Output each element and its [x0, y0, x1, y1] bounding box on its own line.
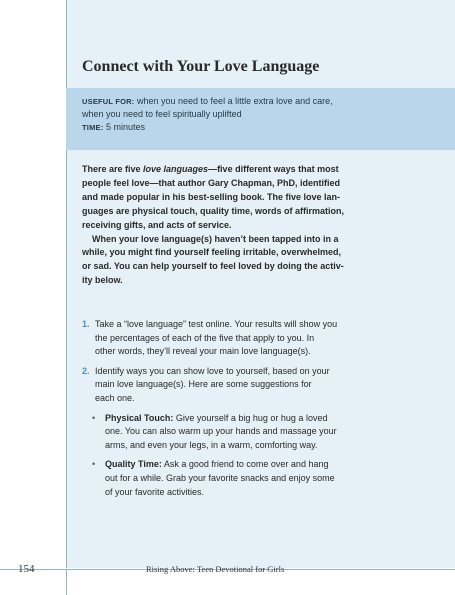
bullet-text: of your favorite activities.	[105, 486, 205, 497]
step-text: Take a “love language” test online. Your results will show you	[95, 319, 338, 329]
intro-line: guages are physical touch, quality time, words of affirmation,	[82, 205, 345, 216]
step-text: the percentages of each of the five that apply to you. In	[95, 332, 315, 343]
intro-line: ity below.	[82, 275, 123, 286]
useful-for-line-1	[82, 95, 333, 108]
useful-for-line-2: when you need to feel spiritually uplifted	[82, 109, 242, 119]
steps-list	[82, 318, 447, 499]
step-text: other words, they’ll reveal your main love language(s).	[95, 346, 311, 357]
useful-for-label: USEFUL FOR:	[82, 97, 135, 106]
bullet-text: one. You can also warm up your hands and massage your	[105, 426, 337, 437]
step-text: main love language(s). Here are some suggestions for	[95, 379, 312, 390]
intro-line: When your love language(s) haven’t been tapped into in a	[92, 233, 339, 244]
page-title: Connect with Your Love Language	[82, 58, 320, 75]
intro-text: —five different ways that most	[208, 164, 339, 174]
intro-line: people feel love—that author Gary Chapman, PhD, identified	[82, 177, 341, 188]
intro-line	[82, 163, 442, 177]
running-footer-title: Rising Above: Teen Devotional for Girls	[146, 564, 285, 574]
list-item	[92, 412, 447, 453]
page-number: 154	[18, 563, 35, 575]
bullet-lead: Physical Touch:	[105, 412, 174, 423]
bullet-lead: Quality Time:	[105, 459, 162, 470]
useful-for-text-1: when you need to feel a little extra love and care,	[137, 96, 333, 106]
time-label: TIME:	[82, 123, 104, 132]
time-line	[82, 121, 145, 134]
love-languages-emphasis: love languages	[143, 164, 209, 174]
step-number: 2.	[82, 365, 90, 376]
footer-divider-vertical	[66, 569, 67, 595]
bullet-text: out for a while. Grab your favorite snacks and enjoy some	[105, 472, 335, 483]
intro-text: There are five	[82, 164, 144, 174]
intro-line: or sad. You can help yourself to feel loved by doing the activ-	[82, 261, 344, 272]
list-item	[82, 318, 447, 359]
bullet-icon: •	[92, 459, 96, 470]
intro-line: while, you might find yourself feeling irritable, overwhelmed,	[82, 247, 342, 258]
bullet-text	[105, 412, 447, 426]
bullet-text-part: Give yourself a big hug or hug a loved	[173, 412, 328, 423]
step-text: Identify ways you can show love to yourself, based on your	[95, 365, 330, 376]
step-number: 1.	[82, 319, 90, 329]
time-value: 5 minutes	[105, 122, 145, 132]
list-item	[92, 458, 447, 499]
bullet-text: arms, and even your legs, in a warm, comforting way.	[105, 439, 318, 450]
list-item	[82, 365, 447, 406]
bullet-icon: •	[92, 412, 96, 423]
intro-line: receiving gifts, and acts of service.	[82, 219, 232, 230]
bullet-text-part: Ask a good friend to come over and hang	[161, 459, 329, 470]
bullet-text	[105, 458, 447, 472]
intro-paragraphs	[82, 163, 442, 288]
intro-line: and made popular in his best-selling book. The five love lan-	[82, 191, 341, 202]
step-text: each one.	[95, 392, 135, 403]
